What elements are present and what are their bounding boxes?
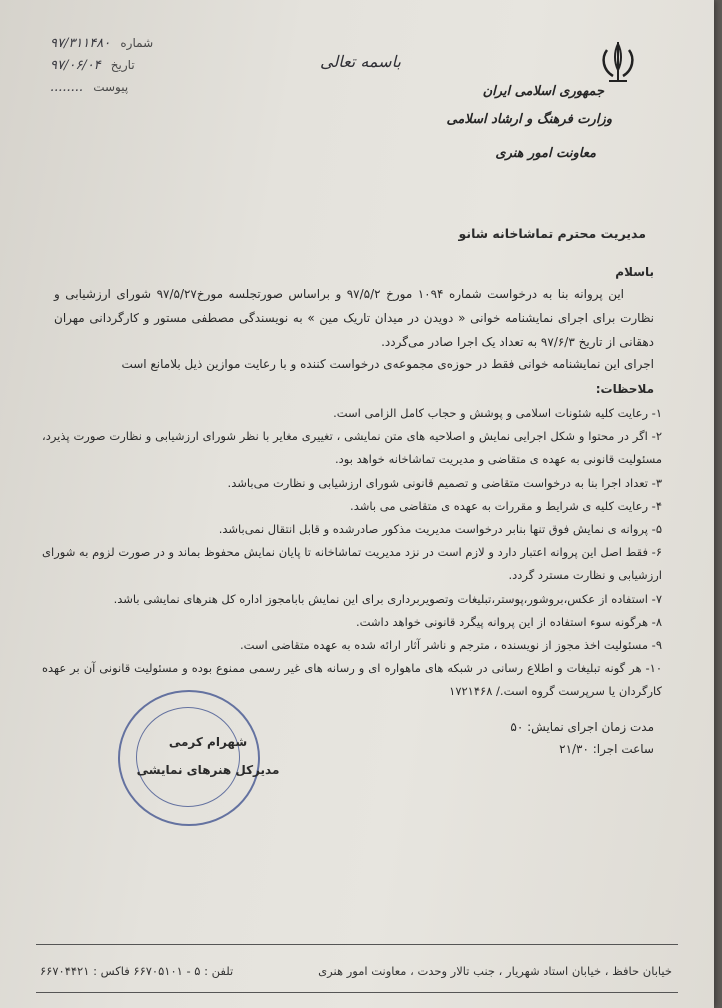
greeting: باسلام — [615, 265, 654, 279]
note-item: ۷- استفاده از عکس،بروشور،پوستر،تبلیغات وتصویربرداری برای این نمایش بابامجوز اداره کل هنرهای نمایشی باشد. — [113, 592, 662, 606]
letter-attachment-value: ........ — [50, 80, 84, 95]
letter-number — [50, 36, 153, 51]
letter-number-value: ۹۷/۳۱۱۴۸۰ — [50, 36, 111, 51]
basmala: باسمه تعالی — [320, 52, 401, 71]
note-item: ۲- اگر در محتوا و شکل اجرایی نمایش و اصلاحیه های متن نمایشی ، تغییری مغایر با نظر شورای ارزشیابی و نظارت صورت پذیرد، مسئولیت قانونی به عهده ی متقاضی و مدیریت تماشاخانه خواهد بود. — [42, 429, 662, 466]
footer-rule-top — [36, 944, 678, 945]
footer-phone: تلفن : ۵ - ۶۶۷۰۵۱۰۱ فاکس : ۶۶۷۰۴۴۲۱ — [40, 964, 234, 978]
performance-duration: مدت زمان اجرای نمایش: ۵۰ — [510, 720, 654, 734]
note-item: ۶- فقط اصل این پروانه اعتبار دارد و لازم است در نزد مدیریت تماشاخانه تا پایان نمایش محفوظ بماند و در صورت لزوم به شورای ارزشیابی و نظارت مسترد گردد. — [42, 545, 662, 582]
paragraph-conditions: اجرای این نمایشنامه خوانی فقط در حوزه‌ی مجموعه‌ی درخواست کننده و با رعایت موازین ذیل بلامانع است — [121, 357, 654, 371]
note-item: ۳- تعداد اجرا بنا به درخواست متقاضی و تصمیم قانونی شورای ارزشیابی و نظارت می‌باشد. — [227, 476, 662, 490]
signature-block — [128, 735, 288, 777]
note-item: ۱- رعایت کلیه شئونات اسلامی و پوشش و حجاب کامل الزامی است. — [333, 406, 662, 420]
note-item: ۱۰- هر گونه تبلیغات و اطلاع رسانی در شبکه های ماهواره ای و رسانه های غیر رسمی ممنوع بوده و مسئولیت قانونی آن بر عهده کارگردان یا سرپرست گروه است./ ۱۷۲۱۴۶۸ — [42, 661, 662, 698]
letter-date-value: ۹۷/۰۶/۰۴ — [50, 58, 101, 73]
letter-number-label: شماره — [120, 36, 154, 50]
letter-attachment — [50, 80, 128, 95]
notes-title: ملاحظات: — [595, 382, 654, 396]
addressee: مدیریت محترم تماشاخانه شانو — [458, 226, 646, 241]
note-item: ۵- پروانه ی نمایش فوق تنها بنابر درخواست مدیریت مذکور صادرشده و قابل انتقال نمی‌باشد. — [218, 522, 662, 536]
letter-date — [50, 58, 135, 73]
footer-rule-bottom — [36, 992, 678, 993]
iran-emblem-icon — [595, 40, 641, 86]
org-line-ministry: وزارت فرهنگ و ارشاد اسلامی — [446, 112, 612, 127]
letter-date-label: تاریخ — [110, 58, 135, 72]
note-item: ۹- مسئولیت اخذ مجوز از نویسنده ، مترجم و ناشر آثار ارائه شده به عهده متقاضی است. — [239, 638, 662, 652]
signatory-name: شهرام کرمی — [168, 735, 248, 749]
note-item: ۸- هرگونه سوء استفاده از این پروانه پیگرد قانونی خواهد داشت. — [355, 615, 662, 629]
paragraph-main: این پروانه بنا به درخواست شماره ۱۰۹۴ مورخ ۹۷/۵/۲ و براساس صورتجلسه مورخ۹۷/۵/۲۷ شورای ارزشیابی و نظارت برای اجرای نمایشنامه خوانی « دویدن در میدان تاریک مین » به نویسندگی مصطفی مستور و کارگردانی مهران دهقانی از تاریخ ۹۷/۶/۳ به تعداد یک اجرا صادر می‌گردد. — [54, 287, 654, 349]
note-item: ۴- رعایت کلیه ی شرایط و مقررات به عهده ی متقاضی می باشد. — [350, 499, 662, 513]
performance-time: ساعت اجرا: ۲۱/۳۰ — [559, 742, 654, 756]
org-line-department: معاونت امور هنری — [495, 146, 596, 161]
signatory-title: مدیرکل هنرهای نمایشی — [136, 763, 280, 777]
footer-address: خیابان حافظ ، خیابان استاد شهریار ، جنب تالار وحدت ، معاونت امور هنری — [318, 964, 672, 978]
org-line-country: جمهوری اسلامی ایران — [482, 84, 604, 99]
letter-attachment-label: پیوست — [93, 80, 129, 94]
